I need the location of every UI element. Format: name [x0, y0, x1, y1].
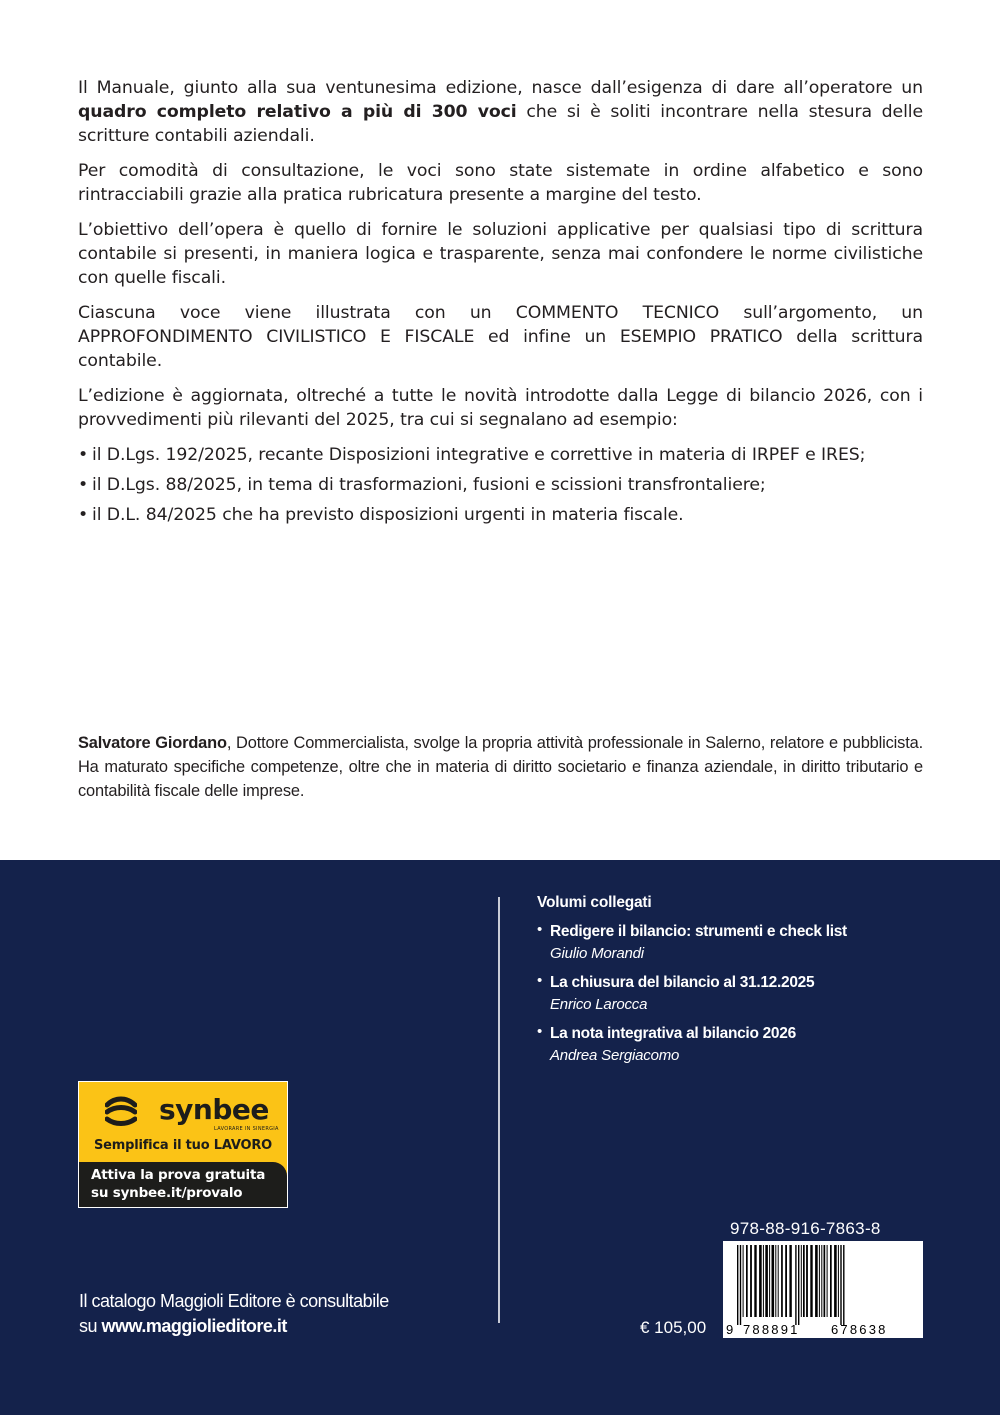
description-paragraph-4: Ciascuna voce viene illustrata con un COMMENTO TECNICO sull’argomento, un APPROFONDIMENTO CIVILISTICO E FISCALE ed infine un ESEMPIO PRATICO della scrittura contabile.: [78, 303, 923, 371]
barcode-bar: [750, 1245, 752, 1317]
related-volumes-title: Volumi collegati: [537, 894, 652, 911]
related-volume-author: Andrea Sergiacomo: [550, 1047, 680, 1064]
barcode-bar: [795, 1245, 796, 1325]
catalog-note: [79, 1289, 439, 1339]
related-volume-title: • La chiusura del bilancio al 31.12.2025: [550, 974, 815, 991]
book-description: [78, 76, 923, 533]
author-name: Salvatore Giordano: [78, 734, 227, 752]
barcode-bar: [830, 1245, 832, 1317]
p1-highlight: quadro completo relativo a più di 300 voci: [78, 102, 517, 122]
barcode-bar: [815, 1245, 818, 1317]
related-volume-author: Enrico Larocca: [550, 996, 648, 1013]
list-item: • il D.L. 84/2025 che ha previsto disposizioni urgenti in materia fiscale.: [78, 503, 923, 527]
related-volume-title: • Redigere il bilancio: strumenti e check list: [550, 923, 847, 940]
barcode-bar: [806, 1245, 808, 1317]
description-paragraph-2: Per comodità di consultazione, le voci sono state sistemate in ordine alfabetico e sono rintracciabili grazie alla pratica rubricatura presente a margine del testo.: [78, 161, 923, 205]
list-item: • il D.Lgs. 88/2025, in tema di trasformazioni, fusioni e scissioni transfrontaliere;: [78, 473, 923, 497]
barcode-bar: [759, 1245, 762, 1317]
barcode-bar: [789, 1245, 791, 1317]
price: € 105,00: [640, 1318, 707, 1337]
barcode-bar: [778, 1245, 779, 1317]
p1-text: Il Manuale, giunto alla sua ventunesima edizione, nasce dall’esigenza di dare all’operatore un: [78, 78, 923, 98]
barcode-bar: [737, 1245, 738, 1325]
barcode-bar: [798, 1245, 799, 1325]
barcode-bar: [803, 1245, 805, 1317]
barcode-bar: [743, 1245, 744, 1317]
barcode-bar: [775, 1245, 776, 1317]
barcode-bar: [769, 1245, 770, 1317]
isbn-number: 978-88-916-7863-8: [730, 1219, 881, 1238]
column-divider: [498, 897, 500, 1323]
barcode-bar: [824, 1245, 826, 1317]
description-paragraph-3: L’obiettivo dell’opera è quello di fornire le soluzioni applicative per qualsiasi tipo di scrittura contabile si presenti, in maniera logica e trasparente, senza mai confondere le norme civilistiche con quelle fiscali.: [78, 220, 923, 288]
barcode-bar: [840, 1245, 841, 1325]
barcode-bar: [772, 1245, 775, 1317]
p1-text-end: che si è soliti incontrare nella stesura delle scritture contabili aziendali.: [78, 102, 924, 146]
related-volume-item: [537, 972, 957, 1015]
barcode-bar: [754, 1245, 756, 1317]
barcode-bar: [740, 1245, 741, 1325]
related-volume-item: [537, 1023, 957, 1066]
barcode: [723, 1241, 923, 1338]
barcode-bar: [834, 1245, 837, 1317]
author-bio: [78, 731, 923, 803]
related-volume-item: [537, 921, 957, 964]
catalog-prefix: su: [79, 1316, 102, 1336]
barcode-digit-lead: 9: [726, 1322, 734, 1337]
barcode-bar: [801, 1245, 802, 1317]
barcode-digits-left: 788891: [743, 1322, 800, 1337]
barcode-bar: [785, 1245, 787, 1317]
synbee-tagline: LAVORARE IN SINERGIA: [214, 1126, 279, 1132]
slogan-bold: LAVORO: [213, 1138, 273, 1153]
author-bio-text: , Dottore Commercialista, svolge la propria attività professionale in Salerno, relatore e pubblicista. Ha maturato specifiche competenze, oltre che in materia di diritto societario e finanza aziendale, in diritto tributario e contabilità fiscale delle imprese.: [78, 734, 923, 800]
slogan-text: Semplifica il tuo: [93, 1138, 214, 1153]
synbee-slogan: [79, 1138, 287, 1153]
related-volume-author: Giulio Morandi: [550, 945, 644, 962]
synbee-logo-icon: [105, 1095, 137, 1127]
related-volumes: [537, 894, 957, 1074]
catalog-line-1: Il catalogo Maggioli Editore è consultabile: [79, 1291, 389, 1311]
barcode-bar: [819, 1245, 820, 1317]
cta-line-2: su synbee.it/provalo: [91, 1185, 243, 1201]
barcode-digits-right: 678638: [831, 1322, 888, 1337]
barcode-bar: [765, 1245, 768, 1317]
barcode-bar: [810, 1245, 812, 1317]
barcode-bar: [763, 1245, 764, 1317]
related-volume-title: • La nota integrativa al bilancio 2026: [550, 1025, 796, 1042]
barcode-bar: [821, 1245, 822, 1317]
catalog-line-2: [79, 1314, 439, 1339]
barcode-bar: [746, 1245, 748, 1317]
description-paragraph-5: L’edizione è aggiornata, oltreché a tutte le novità introdotte dalla Legge di bilancio 2026, con i provvedimenti più rilevanti del 2025, tra cui si segnalano ad esempio:: [78, 386, 923, 430]
updates-list: [78, 443, 923, 527]
barcode-bar: [781, 1245, 783, 1317]
barcode-bar: [838, 1245, 839, 1317]
barcode-bar: [843, 1245, 844, 1325]
description-paragraph-1: [78, 76, 923, 148]
synbee-cta: [79, 1162, 287, 1207]
list-item: • il D.Lgs. 192/2025, recante Disposizioni integrative e correttive in materia di IRPEF e IRES;: [78, 443, 923, 467]
cta-line-1: Attiva la prova gratuita: [91, 1167, 266, 1183]
synbee-promo: [78, 1081, 288, 1208]
catalog-url: www.maggiolieditore.it: [101, 1316, 287, 1336]
synbee-brand: synbee: [159, 1093, 269, 1126]
barcode-bar: [827, 1245, 828, 1317]
footer-panel: [0, 860, 1000, 1415]
